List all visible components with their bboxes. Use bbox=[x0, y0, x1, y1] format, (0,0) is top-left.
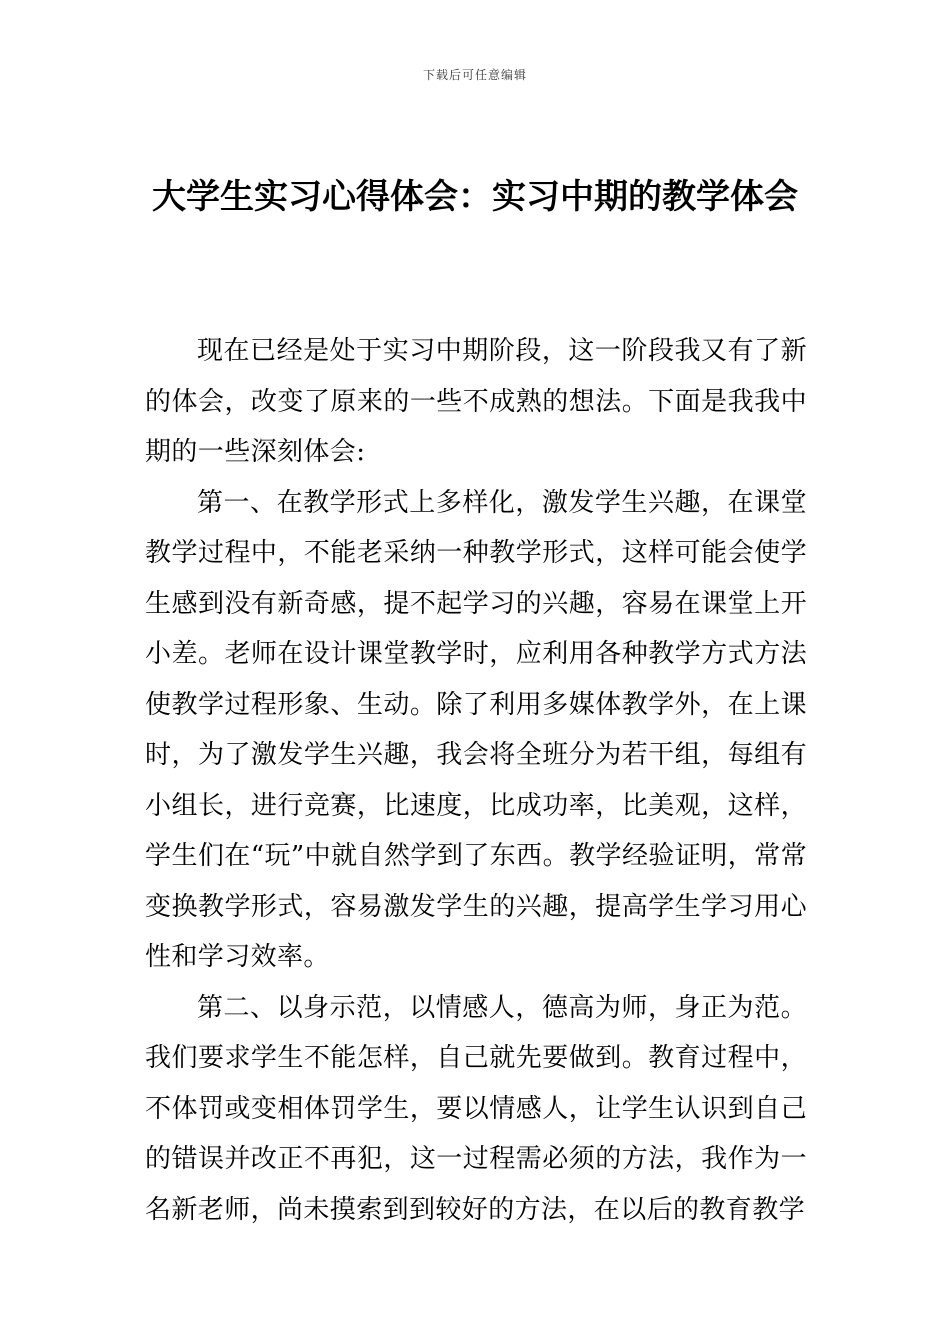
paragraph-first-point: 第一、在教学形式上多样化，激发学生兴趣，在课堂教学过程中，不能老采纳一种教学形式，这样可能会使学生感到没有新奇感，提不起学习的兴趣，容易在课堂上开小差。老师在设计课堂教学时，应利用各种教学方式方法使教学过程形象、生动。除了利用多媒体教学外，在上课时，为了激发学生兴趣，我会将全班分为若干组，每组有小组长，进行竞赛，比速度，比成功率，比美观，这样，学生们在“玩”中就自然学到了东西。教学经验证明，常常变换教学形式，容易激发学生的兴趣，提高学生学习用心性和学习效率。 bbox=[145, 487, 807, 972]
paragraph-second-point: 第二、以身示范，以情感人，德高为师，身正为范。我们要求学生不能怎样，自己就先要做到。教育过程中，不体罚或变相体罚学生，要以情感人，让学生认识到自己的错误并改正不再犯，这一过程需必须的方法，我作为一名新老师，尚未摸索到到较好的方法，在以后的教育教学 bbox=[145, 992, 807, 1225]
paragraph-intro: 现在已经是处于实习中期阶段，这一阶段我又有了新的体会，改变了原来的一些不成熟的想法。下面是我我中期的一些深刻体会: bbox=[145, 336, 807, 467]
header-note: 下载后可任意编辑 bbox=[422, 68, 527, 82]
document-title: 大学生实习心得体会：实习中期的教学体会 bbox=[152, 177, 798, 217]
document-body bbox=[145, 326, 807, 1235]
